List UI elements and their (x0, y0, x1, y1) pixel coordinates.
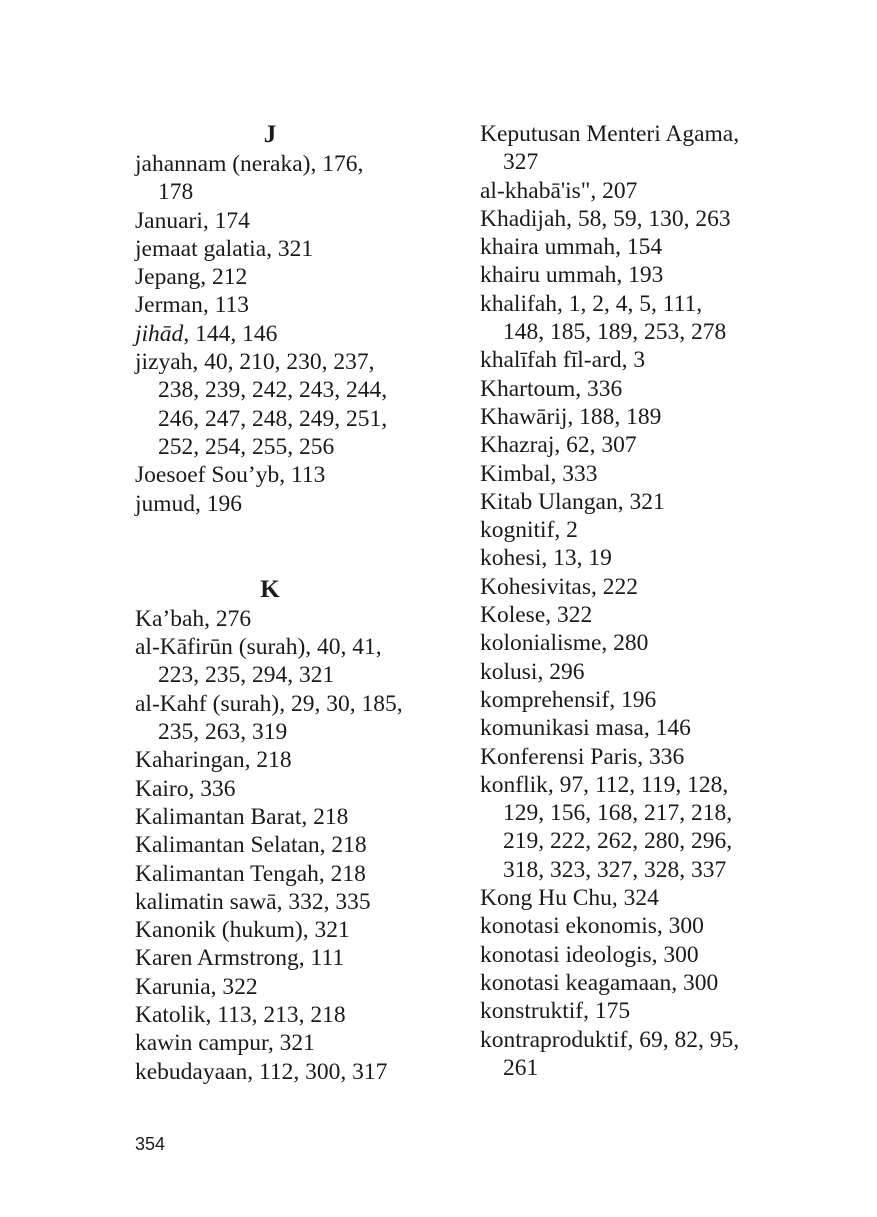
index-entry (480, 120, 790, 177)
index-entry (480, 290, 790, 347)
index-entry-line: kognitif, 2 (480, 517, 578, 544)
index-entry-line: Khazraj, 62, 307 (480, 432, 637, 459)
index-entry (135, 746, 435, 774)
index-entry-line: 246, 247, 248, 249, 251, (158, 405, 388, 432)
index-entry-line: komprehensif, 196 (480, 686, 657, 713)
index-entry-line: Ka’bah, 276 (135, 605, 252, 632)
index-entry (480, 431, 790, 459)
index-entry-line: konotasi ideologis, 300 (480, 941, 699, 968)
index-entry (480, 403, 790, 431)
index-entry (135, 150, 435, 207)
index-entry (480, 375, 790, 403)
index-entry-line: al-Kāfirūn (surah), 40, 41, (135, 634, 382, 661)
index-entry (135, 461, 435, 489)
index-entry-line: Keputusan Menteri Agama, (480, 121, 740, 147)
index-entry-line: Kalimantan Selatan, 218 (135, 832, 367, 859)
index-entry-line: Karen Armstrong, 111 (135, 945, 345, 972)
index-entry (135, 291, 435, 319)
index-entry (135, 916, 435, 944)
index-entry-line: kolonialisme, 280 (480, 630, 649, 657)
index-entry (480, 743, 790, 771)
index-entry-line: 223, 235, 294, 321 (158, 662, 335, 689)
index-entry (135, 944, 435, 972)
index-entry-line: jizyah, 40, 210, 230, 237, (135, 349, 375, 376)
index-entry (135, 690, 435, 747)
index-entry-line: Kalimantan Tengah, 218 (135, 860, 366, 887)
index-entry (135, 1001, 435, 1029)
index-entry-line: 148, 185, 189, 253, 278 (503, 319, 727, 346)
index-entry-line: Joesoef Sou’yb, 113 (135, 462, 326, 489)
index-entry (480, 658, 790, 686)
index-entry (135, 1058, 435, 1086)
index-entry (480, 714, 790, 742)
index-entry-italic-term: jihād (135, 320, 184, 347)
index-entry-line: konstruktif, 175 (480, 998, 631, 1025)
index-entry-line: Kairo, 336 (135, 775, 236, 802)
index-entry (480, 261, 790, 289)
index-entry-line: 261 (503, 1054, 539, 1081)
index-entry-line: Kimbal, 333 (480, 460, 598, 487)
index-entry-line: al-Kahf (surah), 29, 30, 185, (135, 690, 403, 717)
index-entry-line: Kitab Ulangan, 321 (480, 488, 665, 515)
index-entry (135, 348, 435, 461)
index-entry-line: Jepang, 212 (135, 264, 248, 291)
section-heading: K (260, 575, 280, 603)
index-entry-line: Khawārij, 188, 189 (480, 403, 662, 430)
index-entry (480, 205, 790, 233)
index-entry (480, 601, 790, 629)
index-entry-line: Kanonik (hukum), 321 (135, 917, 350, 944)
index-entry-line: 327 (503, 149, 539, 176)
index-entry (480, 912, 790, 940)
index-entry (480, 516, 790, 544)
index-entry-line: khaira ummah, 154 (480, 234, 663, 261)
index-entry-line: konotasi ekonomis, 300 (480, 913, 704, 940)
index-entry (135, 831, 435, 859)
index-entry-line: jemaat galatia, 321 (135, 235, 314, 262)
index-entry-line: Kolese, 322 (480, 602, 593, 629)
index-entry (480, 997, 790, 1025)
index-entry-line: Januari, 174 (135, 207, 250, 234)
index-entry (135, 1029, 435, 1057)
index-entry-line: kawin campur, 321 (135, 1030, 315, 1057)
index-entry (480, 629, 790, 657)
index-entry (135, 605, 435, 633)
index-entry (135, 263, 435, 291)
index-entry-line: 235, 263, 319 (158, 719, 288, 746)
index-entry-line: Kaharingan, 218 (135, 747, 292, 774)
index-entry (480, 941, 790, 969)
index-entry-line: khairu ummah, 193 (480, 262, 664, 289)
index-entry (135, 320, 435, 348)
index-entry (135, 633, 435, 690)
index-entry (135, 207, 435, 235)
index-entry-line: Konferensi Paris, 336 (480, 743, 685, 770)
index-entry-line: Katolik, 113, 213, 218 (135, 1002, 346, 1029)
right-column (480, 120, 790, 1082)
index-entry (480, 233, 790, 261)
index-entry-line: 252, 254, 255, 256 (158, 433, 335, 460)
section-heading: J (263, 121, 277, 148)
index-entry-line: Khadijah, 58, 59, 130, 263 (480, 205, 731, 232)
index-entry-line: konotasi keagamaan, 300 (480, 969, 719, 996)
index-entry-line: 219, 222, 262, 280, 296, (503, 828, 733, 855)
index-entry-line: Khartoum, 336 (480, 375, 623, 402)
index-entry-line: 318, 323, 327, 328, 337 (503, 856, 727, 883)
index-entry-line: al-khabā'is", 207 (480, 177, 638, 204)
index-entry-line: kalimatin sawā, 332, 335 (135, 888, 371, 915)
index-entry (135, 235, 435, 263)
index-entry-line: konflik, 97, 112, 119, 128, (480, 771, 729, 798)
index-entry (480, 686, 790, 714)
index-entry (480, 573, 790, 601)
index-entry-line: kontraproduktif, 69, 82, 95, (480, 1026, 740, 1053)
index-entry (480, 460, 790, 488)
section-gap (135, 518, 435, 575)
index-entry (480, 771, 790, 884)
index-entry (135, 775, 435, 803)
index-entry-line: Karunia, 322 (135, 973, 258, 1000)
index-entry-line: khalifah, 1, 2, 4, 5, 111, (480, 290, 703, 317)
index-entry (135, 973, 435, 1001)
index-entry-line: kohesi, 13, 19 (480, 545, 612, 572)
index-entry-line: jumud, 196 (135, 490, 243, 517)
page-number: 354 (135, 1134, 166, 1154)
index-entry-line: Jerman, 113 (135, 292, 249, 319)
index-entry-line: jahannam (neraka), 176, (135, 151, 364, 177)
index-entry-line: 178 (158, 179, 194, 206)
index-entry (480, 544, 790, 572)
index-entry-line: 238, 239, 242, 243, 244, (158, 377, 388, 404)
index-entry-line: kebudayaan, 112, 300, 317 (135, 1058, 388, 1085)
index-entry (480, 177, 790, 205)
index-entry-line: , 144, 146 (183, 320, 278, 347)
index-entry-line: Kohesivitas, 222 (480, 573, 638, 600)
index-entry (135, 803, 435, 831)
left-column (135, 120, 435, 1086)
index-entry (480, 488, 790, 516)
index-entry-line: kolusi, 296 (480, 658, 585, 685)
index-entry-line: Kong Hu Chu, 324 (480, 885, 659, 912)
index-entry-line: komunikasi masa, 146 (480, 715, 691, 742)
index-entry (135, 888, 435, 916)
index-entry-line: Kalimantan Barat, 218 (135, 803, 349, 830)
index-entry-line: khalīfah fīl-ard, 3 (480, 347, 646, 374)
index-entry-line: 129, 156, 168, 217, 218, (503, 800, 733, 827)
index-entry (480, 346, 790, 374)
index-entry (480, 969, 790, 997)
index-entry (480, 884, 790, 912)
index-entry (135, 860, 435, 888)
index-entry (480, 1026, 790, 1083)
index-entry (135, 490, 435, 518)
